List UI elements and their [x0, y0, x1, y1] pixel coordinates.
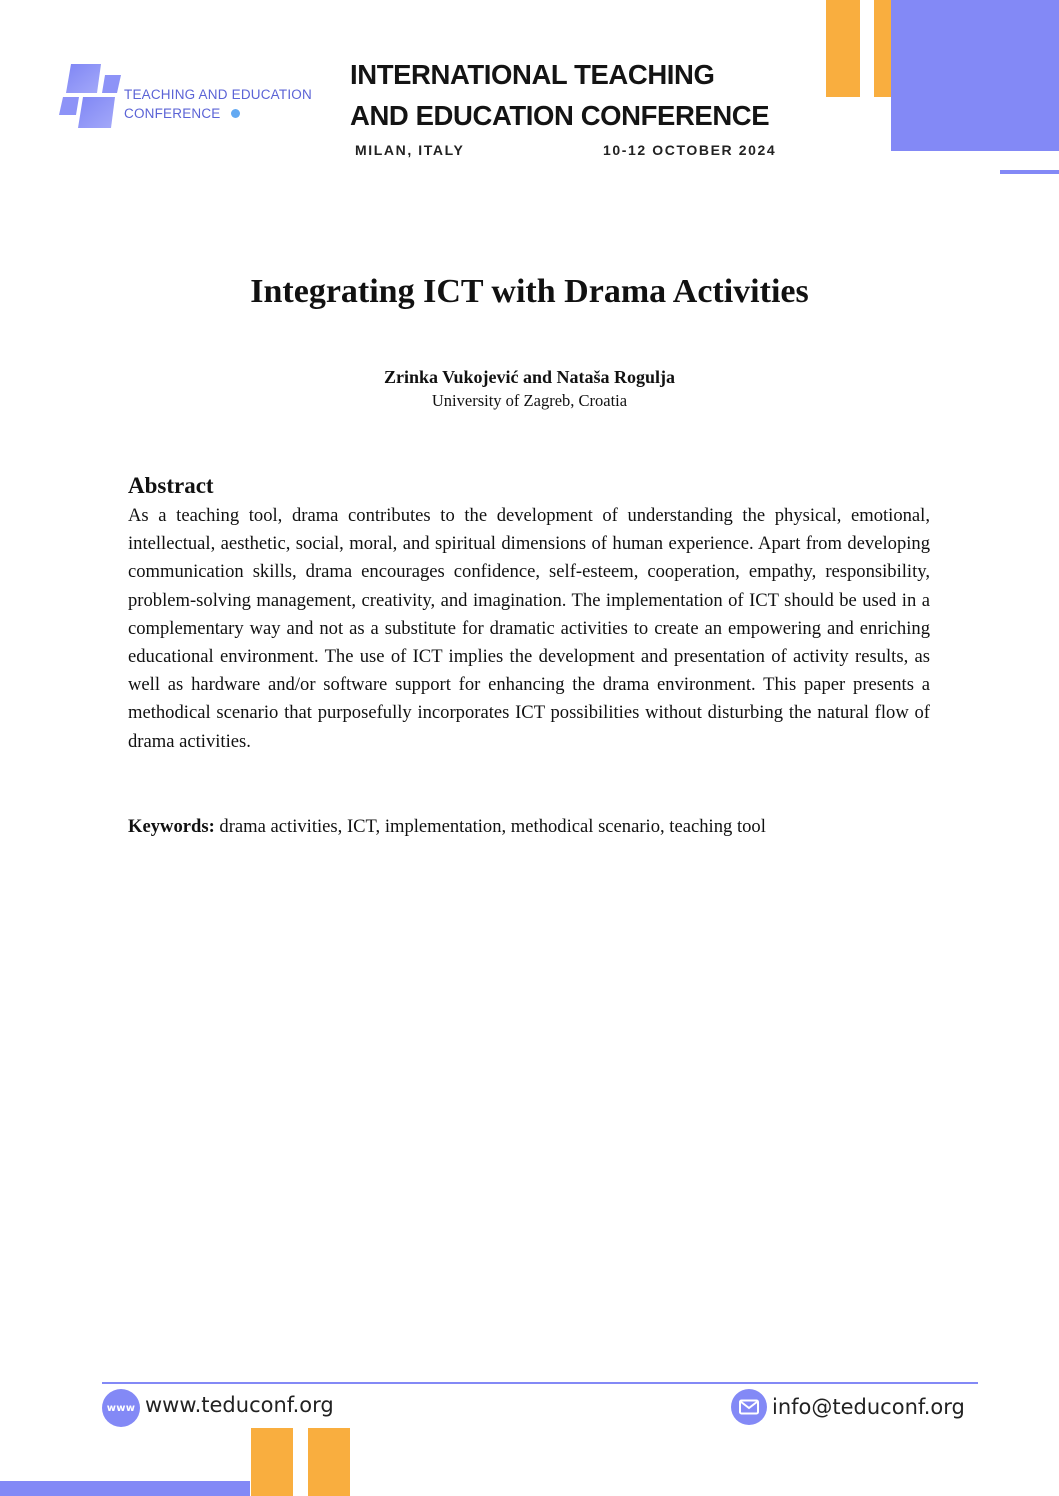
paper-affiliation: University of Zagreb, Croatia: [431, 391, 628, 410]
paper-title: Integrating ICT with Drama Activities: [250, 273, 809, 310]
keywords: [128, 813, 930, 841]
logo-text-line1: TEACHING AND EDUCATION: [124, 87, 312, 102]
logo-text-line2: CONFERENCE: [124, 104, 312, 123]
header-blue-line: [1000, 170, 1059, 174]
logo-text: [124, 85, 312, 123]
header-orange-bar-left: [826, 0, 860, 97]
conference-dates: 10-12 OCTOBER 2024: [603, 142, 777, 158]
logo-dot: [231, 109, 240, 118]
conference-location: MILAN, ITALY: [355, 142, 465, 158]
conference-title-line2: AND EDUCATION CONFERENCE: [350, 100, 770, 131]
paper-authors: Zrinka Vukojević and Nataša Rogulja: [383, 367, 676, 387]
website-link[interactable]: www.teduconf.org: [145, 1393, 334, 1417]
footer-blue-bar: [0, 1481, 250, 1496]
conference-title-line1: INTERNATIONAL TEACHING: [350, 59, 715, 90]
footer-orange-bar-right: [308, 1428, 350, 1496]
header-blue-block: [891, 0, 1059, 151]
abstract-heading: Abstract: [128, 473, 214, 498]
conference-logo-icon: [57, 62, 123, 130]
abstract-text: As a teaching tool, drama contributes to the development of understanding the physical, emotional, intellectual, aesthetic, social, moral, and spiritual dimensions of human experience. Apart from developing communication skills, drama encourages confidence, self-esteem, cooperation, empathy, responsibility, problem-solving management, creativity, and imagination. The implementation of ICT should be used in a complementary way and not as a substitute for dramatic activities to create an empowering and enriching educational environment. The use of ICT implies the development and presentation of activity results, as well as hardware and/or software support for enhancing the drama environment. This paper presents a methodical scenario that purposefully incorporates ICT possibilities without disturbing the natural flow of drama activities.: [128, 505, 930, 752]
www-icon: [102, 1389, 140, 1427]
footer-orange-bar-left: [251, 1428, 293, 1496]
footer-divider: [102, 1382, 978, 1384]
keywords-label: Keywords:: [128, 816, 215, 837]
keywords-list: drama activities, ICT, implementation, methodical scenario, teaching tool: [219, 816, 766, 837]
conference-title: [350, 54, 769, 136]
mail-icon-glyph: [731, 1389, 767, 1425]
email-link[interactable]: info@teduconf.org: [772, 1395, 965, 1419]
www-icon-label: www: [106, 1402, 136, 1414]
mail-icon: [731, 1389, 767, 1425]
